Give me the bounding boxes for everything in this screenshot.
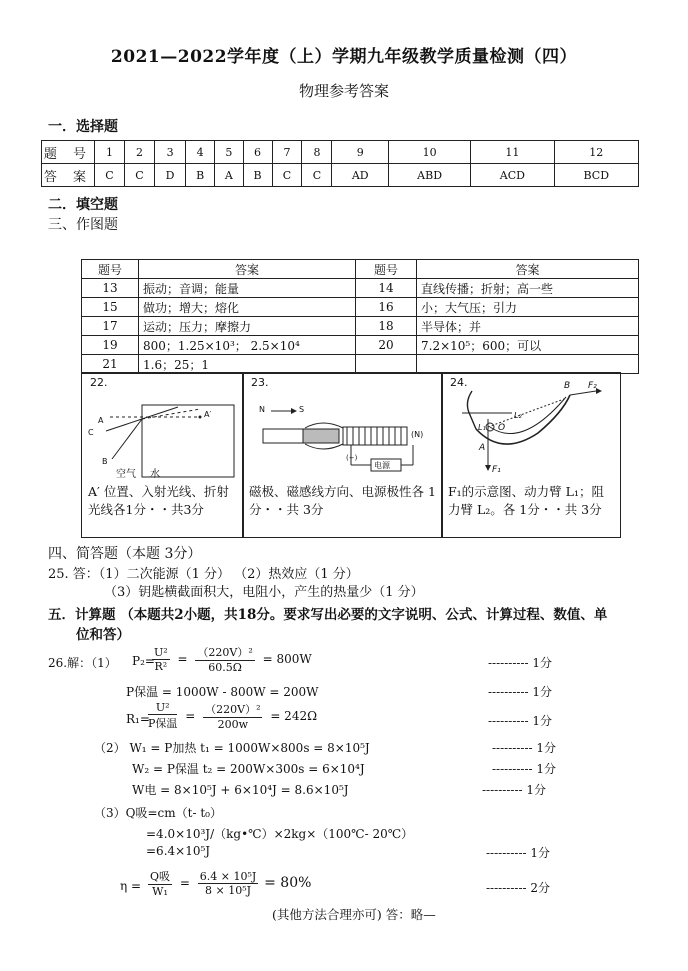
section-choice-title: 一．选择题 <box>48 119 118 135</box>
calc-r1-formula: $\frac{\text{U²}}{\text{P保温}}$ = $\frac{\text{（220V）²}}{200w}$ = 242Ω <box>148 701 318 731</box>
choice-answer: C <box>302 164 332 187</box>
score-mark: ---------- 1分 <box>492 741 556 755</box>
section-calc-title-cont: 位和答） <box>76 627 130 643</box>
result: = 80% <box>264 874 312 891</box>
calc-eta-formula: $\frac{\text{Q吸}}{\text{W₁}}$ = $\frac{\text{6.4 × 10⁵J}}{\text{8 × 10⁵J}}$ = 80% <box>150 869 312 898</box>
fill-answer: 小；大气压；引力 <box>417 298 639 317</box>
denominator: W₁ <box>152 885 168 898</box>
fraction <box>152 646 170 673</box>
denominator: 8 × 10⁵J <box>205 883 252 897</box>
result: = 242Ω <box>270 708 318 723</box>
score-mark: ---------- 1分 <box>488 714 552 728</box>
calc-formula: $\frac{\text{U²}}{\text{R²}}$ = $\frac{\text{（220V）²}}{60.5\Omega}$ = 800W <box>154 645 312 674</box>
numerator: Q吸 <box>150 870 171 883</box>
choice-number: 12 <box>554 141 638 164</box>
label-minus: (−) <box>346 454 358 462</box>
choice-number: 5 <box>215 141 243 164</box>
calc-w1: （2） W₁ = P加热 t₁ = 1000W×800s = 8×10⁵J <box>94 741 370 755</box>
label-a: A <box>479 443 486 453</box>
fraction <box>203 701 262 731</box>
fill-answer: 800；1.25×10³； 2.5×10⁴ <box>139 336 356 355</box>
label-n: N <box>259 405 265 414</box>
electromagnet-diagram <box>243 373 442 483</box>
calc-r1-lhs: R₁= <box>126 712 150 726</box>
label-l2: L₂ <box>514 411 522 420</box>
section-calc-title: 五．计算题 （本题共2小题，共18分。要求写出必要的文字说明、公式、计算过程、数值、单 <box>48 607 608 623</box>
answer-25-line2: （3）钥匙横截面积大，电阻小，产生的热量少（1 分） <box>104 585 424 600</box>
section-fill-title: 二．填空题 <box>48 197 118 213</box>
label-a: A <box>98 416 104 425</box>
denominator: 60.5Ω <box>208 661 242 674</box>
page-title: 2021—2022学年度（上）学期九年级教学质量检测（四） <box>110 47 578 67</box>
table-row <box>82 279 639 298</box>
fill-number <box>356 355 417 374</box>
fill-number: 15 <box>82 298 139 317</box>
diagram-24-box <box>441 372 621 538</box>
fill-header: 答案 <box>417 260 639 279</box>
fill-answer: 运动；压力；摩擦力 <box>139 317 356 336</box>
numerator: U² <box>148 701 177 715</box>
table-row <box>82 355 639 374</box>
calc-p2-lhs: P₂= <box>132 654 155 668</box>
diagram-23-box <box>242 372 443 538</box>
choice-number: 11 <box>471 141 554 164</box>
score-mark: ---------- 1分 <box>482 783 546 797</box>
calc-eta-lhs: η = <box>120 879 142 893</box>
section-drawing-title: 三、作图题 <box>48 217 118 233</box>
fraction <box>195 644 254 674</box>
diagram-number: 23. <box>251 376 269 389</box>
fill-number: 16 <box>356 298 417 317</box>
fill-answer <box>417 355 639 374</box>
fill-number: 18 <box>356 317 417 336</box>
label-c: C <box>88 428 94 437</box>
score-mark: ---------- 1分 <box>486 846 550 860</box>
label-o: O <box>498 423 506 433</box>
choice-row-label: 答 案 <box>42 164 95 187</box>
diagram-caption: 磁极、磁感线方向、电源极性各 1分・・共 3分 <box>249 484 436 517</box>
fill-table <box>81 259 639 374</box>
fill-header: 题号 <box>82 260 139 279</box>
fill-number: 19 <box>82 336 139 355</box>
label-f1: F₁ <box>492 465 501 475</box>
choice-answer: C <box>124 164 154 187</box>
choice-answer: C <box>95 164 125 187</box>
choice-answer: AD <box>332 164 389 187</box>
section-short-title: 四、简答题（本题 3分） <box>48 546 202 562</box>
numerator: 6.4 × 10⁵J <box>199 869 257 883</box>
label-n-pole: (N) <box>411 430 424 439</box>
fill-number: 17 <box>82 317 139 336</box>
choice-answer: C <box>272 164 302 187</box>
fraction <box>148 701 177 731</box>
calc-w2: W₂ = P保温 t₂ = 200W×300s = 6×10⁴J <box>132 762 365 776</box>
choice-number: 7 <box>272 141 302 164</box>
label-f2: F₂ <box>588 381 597 391</box>
fill-answer: 1.6；25；1 <box>139 355 356 374</box>
fill-header-row <box>82 260 639 279</box>
choice-answer-row <box>42 164 639 187</box>
label-air: 空气 <box>116 469 136 480</box>
table-row <box>82 317 639 336</box>
calc-q-absorb-2: =4.0×10³J/（kg•℃）×2kg×（100℃- 20℃） <box>146 827 414 841</box>
diagram-number: 24. <box>450 376 468 389</box>
answer-25-line1: 25. 答：（1）二次能源（1 分） （2）热效应（1 分） <box>48 567 359 582</box>
label-b: B <box>564 381 571 391</box>
numerator: （220V）² <box>205 703 261 716</box>
fraction <box>198 870 259 897</box>
fill-answer: 振动；音调；能量 <box>139 279 356 298</box>
fill-number: 13 <box>82 279 139 298</box>
label-power: 电源 <box>374 461 390 470</box>
table-row <box>82 336 639 355</box>
denominator: R² <box>154 659 168 673</box>
choice-number: 6 <box>243 141 272 164</box>
calc-q-absorb-3: =6.4×10⁵J <box>146 844 211 858</box>
diagram-number: 22. <box>90 376 108 389</box>
fill-answer: 7.2×10⁵；600；可以 <box>417 336 639 355</box>
score-mark: ---------- 1分 <box>488 656 552 670</box>
choice-answer: ACD <box>471 164 554 187</box>
numerator: （220V）² <box>197 646 253 659</box>
fill-answer: 半导体；并 <box>417 317 639 336</box>
choice-number-row <box>42 141 639 164</box>
score-mark: ---------- 2分 <box>486 881 550 895</box>
calc-q-absorb: （3）Q吸=cm（t- t₀） <box>94 806 222 820</box>
choice-answer: A <box>215 164 243 187</box>
diagram-caption: F₁的示意图、动力臂 L₁；阻力臂 L₂。各 1分・・共 3分 <box>448 484 604 517</box>
result: = 800W <box>262 651 312 666</box>
label-water: 水 <box>150 469 160 480</box>
fill-header: 题号 <box>356 260 417 279</box>
choice-number: 1 <box>95 141 125 164</box>
score-mark: ---------- 1分 <box>488 685 552 699</box>
choice-answer: ABD <box>388 164 470 187</box>
choice-answer: BCD <box>554 164 638 187</box>
refraction-diagram <box>82 373 243 483</box>
diagram-22-box <box>81 372 244 538</box>
choice-table <box>41 140 639 187</box>
page-subtitle: 物理参考答案 <box>298 82 389 100</box>
fill-number: 20 <box>356 336 417 355</box>
label-l1: L₁ <box>478 423 486 432</box>
fill-number: 14 <box>356 279 417 298</box>
numerator: U² <box>154 645 168 659</box>
calc-w-total: W电 = 8×10⁵J + 6×10⁴J = 8.6×10⁵J <box>132 783 349 797</box>
table-row <box>82 298 639 317</box>
choice-number: 8 <box>302 141 332 164</box>
fill-answer: 做功；增大；熔化 <box>139 298 356 317</box>
label-s: S <box>299 405 305 414</box>
fill-header: 答案 <box>139 260 356 279</box>
choice-answer: B <box>243 164 272 187</box>
choice-answer: B <box>186 164 215 187</box>
denominator: P保温 <box>148 717 178 730</box>
calc-p-save: P保温 = 1000W - 800W = 200W <box>126 685 319 699</box>
fill-number: 21 <box>82 355 139 374</box>
choice-number: 3 <box>154 141 185 164</box>
denominator: 200w <box>217 718 249 731</box>
choice-answer: D <box>154 164 185 187</box>
fraction <box>148 868 172 898</box>
calc-footer: (其他方法合理亦可) 答：略— <box>272 907 436 922</box>
score-mark: ---------- 1分 <box>492 762 556 776</box>
choice-number: 9 <box>332 141 389 164</box>
label-a-prime: A′ <box>204 410 212 419</box>
calc-26-label: 26.解：（1） <box>48 656 117 670</box>
diagram-caption: A′ 位置、入射光线、折射光线各1分・・共3分 <box>88 484 229 517</box>
fill-answer: 直线传播；折射；高一些 <box>417 279 639 298</box>
choice-number: 10 <box>388 141 470 164</box>
label-b: B <box>102 457 108 466</box>
choice-number: 4 <box>186 141 215 164</box>
choice-number: 2 <box>124 141 154 164</box>
choice-row-label: 题 号 <box>42 141 95 164</box>
